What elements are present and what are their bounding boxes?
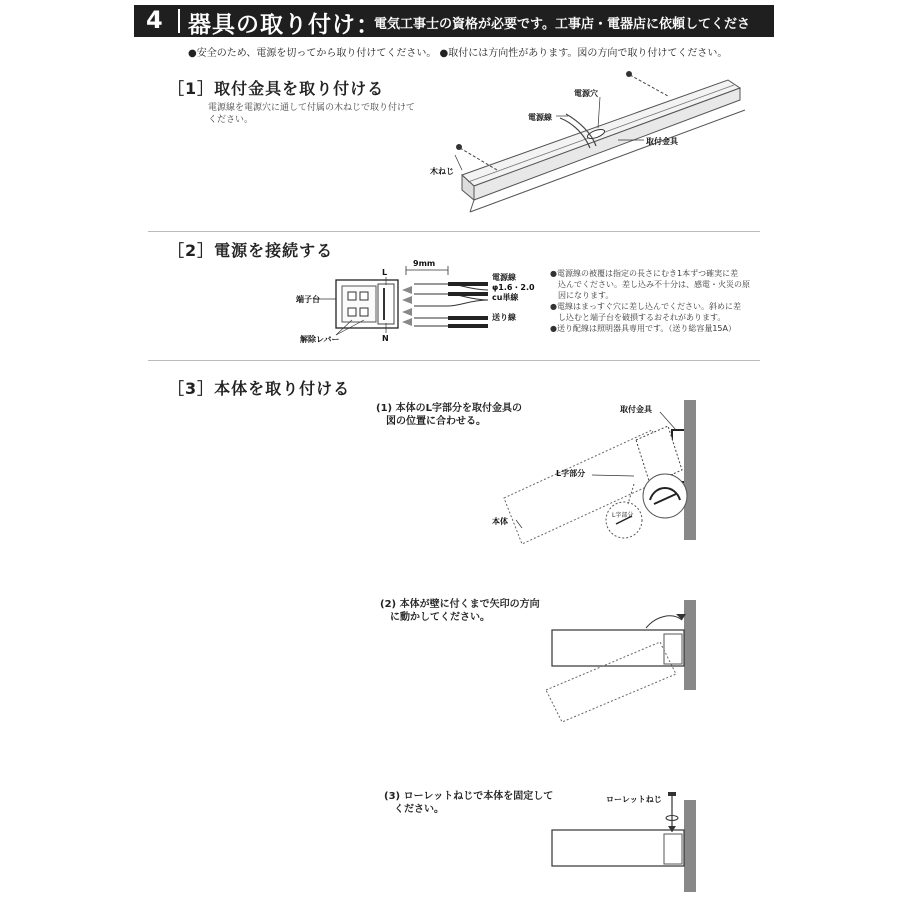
step3-sub3-line1: (3) ローレットねじで本体を固定して xyxy=(384,791,554,802)
step1-description-2: ください。 xyxy=(208,115,254,125)
label-release-lever: 解除レバー xyxy=(300,335,340,344)
step1-description-1: 電源線を電源穴に通して付属の木ねじで取り付けて xyxy=(208,103,416,113)
note-line: し込むと端子台を破損するおそれがあります。 xyxy=(550,313,726,322)
top-notes: ●安全のため、電源を切ってから取り付けてください。 ●取付には方向性があります。図の方向で取り付けてください。 xyxy=(188,48,728,59)
label-power-wire-2: 電源線 xyxy=(492,273,516,282)
note-line: ●送り配線は照明器具専用です。（送り総容量15A） xyxy=(550,324,736,333)
header-colon: ： xyxy=(356,11,380,39)
label-l-part: L字部分 xyxy=(556,469,586,478)
label-L: L xyxy=(382,268,388,277)
step3-sub1-line2: 図の位置に合わせる。 xyxy=(376,416,486,427)
label-body: 本体 xyxy=(492,517,508,526)
step3-sub2-line1: (2) 本体が壁に付くまで矢印の方向 xyxy=(380,599,540,610)
label-wood-screw: 木ねじ xyxy=(430,167,454,176)
section-number: 4 xyxy=(146,6,163,34)
note-line: 因になります。 xyxy=(550,291,614,300)
label-power-hole: 電源穴 xyxy=(574,89,598,98)
step3-sub2-line2: に動かしてください。 xyxy=(380,612,490,623)
label-knurled-screw: ローレットねじ xyxy=(606,795,662,804)
label-bracket: 取付金具 xyxy=(646,137,678,146)
step1-title: ［1］取付金具を取り付ける xyxy=(168,79,385,98)
step2-title: ［2］電源を接続する xyxy=(168,241,334,260)
label-feed-wire: 送り線 xyxy=(492,313,516,322)
note-line: 込んでください。差し込み不十分は、感電・火災の原 xyxy=(550,280,750,289)
label-power-wire: 電源線 xyxy=(528,113,552,122)
step3-title: ［3］本体を取り付ける xyxy=(168,379,351,398)
label-bracket-3: 取付金具 xyxy=(620,405,652,414)
section-title: 器具の取り付け xyxy=(188,12,356,38)
label-wire-size: φ1.6・2.0 xyxy=(492,283,535,292)
step3-sub3-line2: ください。 xyxy=(384,804,444,815)
label-single-wire: cu単線 xyxy=(492,293,519,302)
label-strip-length: 9mm xyxy=(413,259,436,268)
label-N: N xyxy=(382,334,389,343)
note-line: ●電源線の被覆は指定の長さにむき1本ずつ確実に差 xyxy=(550,269,739,278)
note-line: ●電線はまっすぐ穴に差し込んでください。斜めに差 xyxy=(550,302,741,311)
label-terminal-block: 端子台 xyxy=(296,295,320,304)
label-l-part-detail: L字部分 xyxy=(612,512,634,519)
step3-sub1-line1: (1) 本体のL字部分を取付金具の xyxy=(376,403,522,414)
section-subtitle: 電気工事士の資格が必要です。工事店・電器店に依頼してください。 xyxy=(374,17,750,51)
